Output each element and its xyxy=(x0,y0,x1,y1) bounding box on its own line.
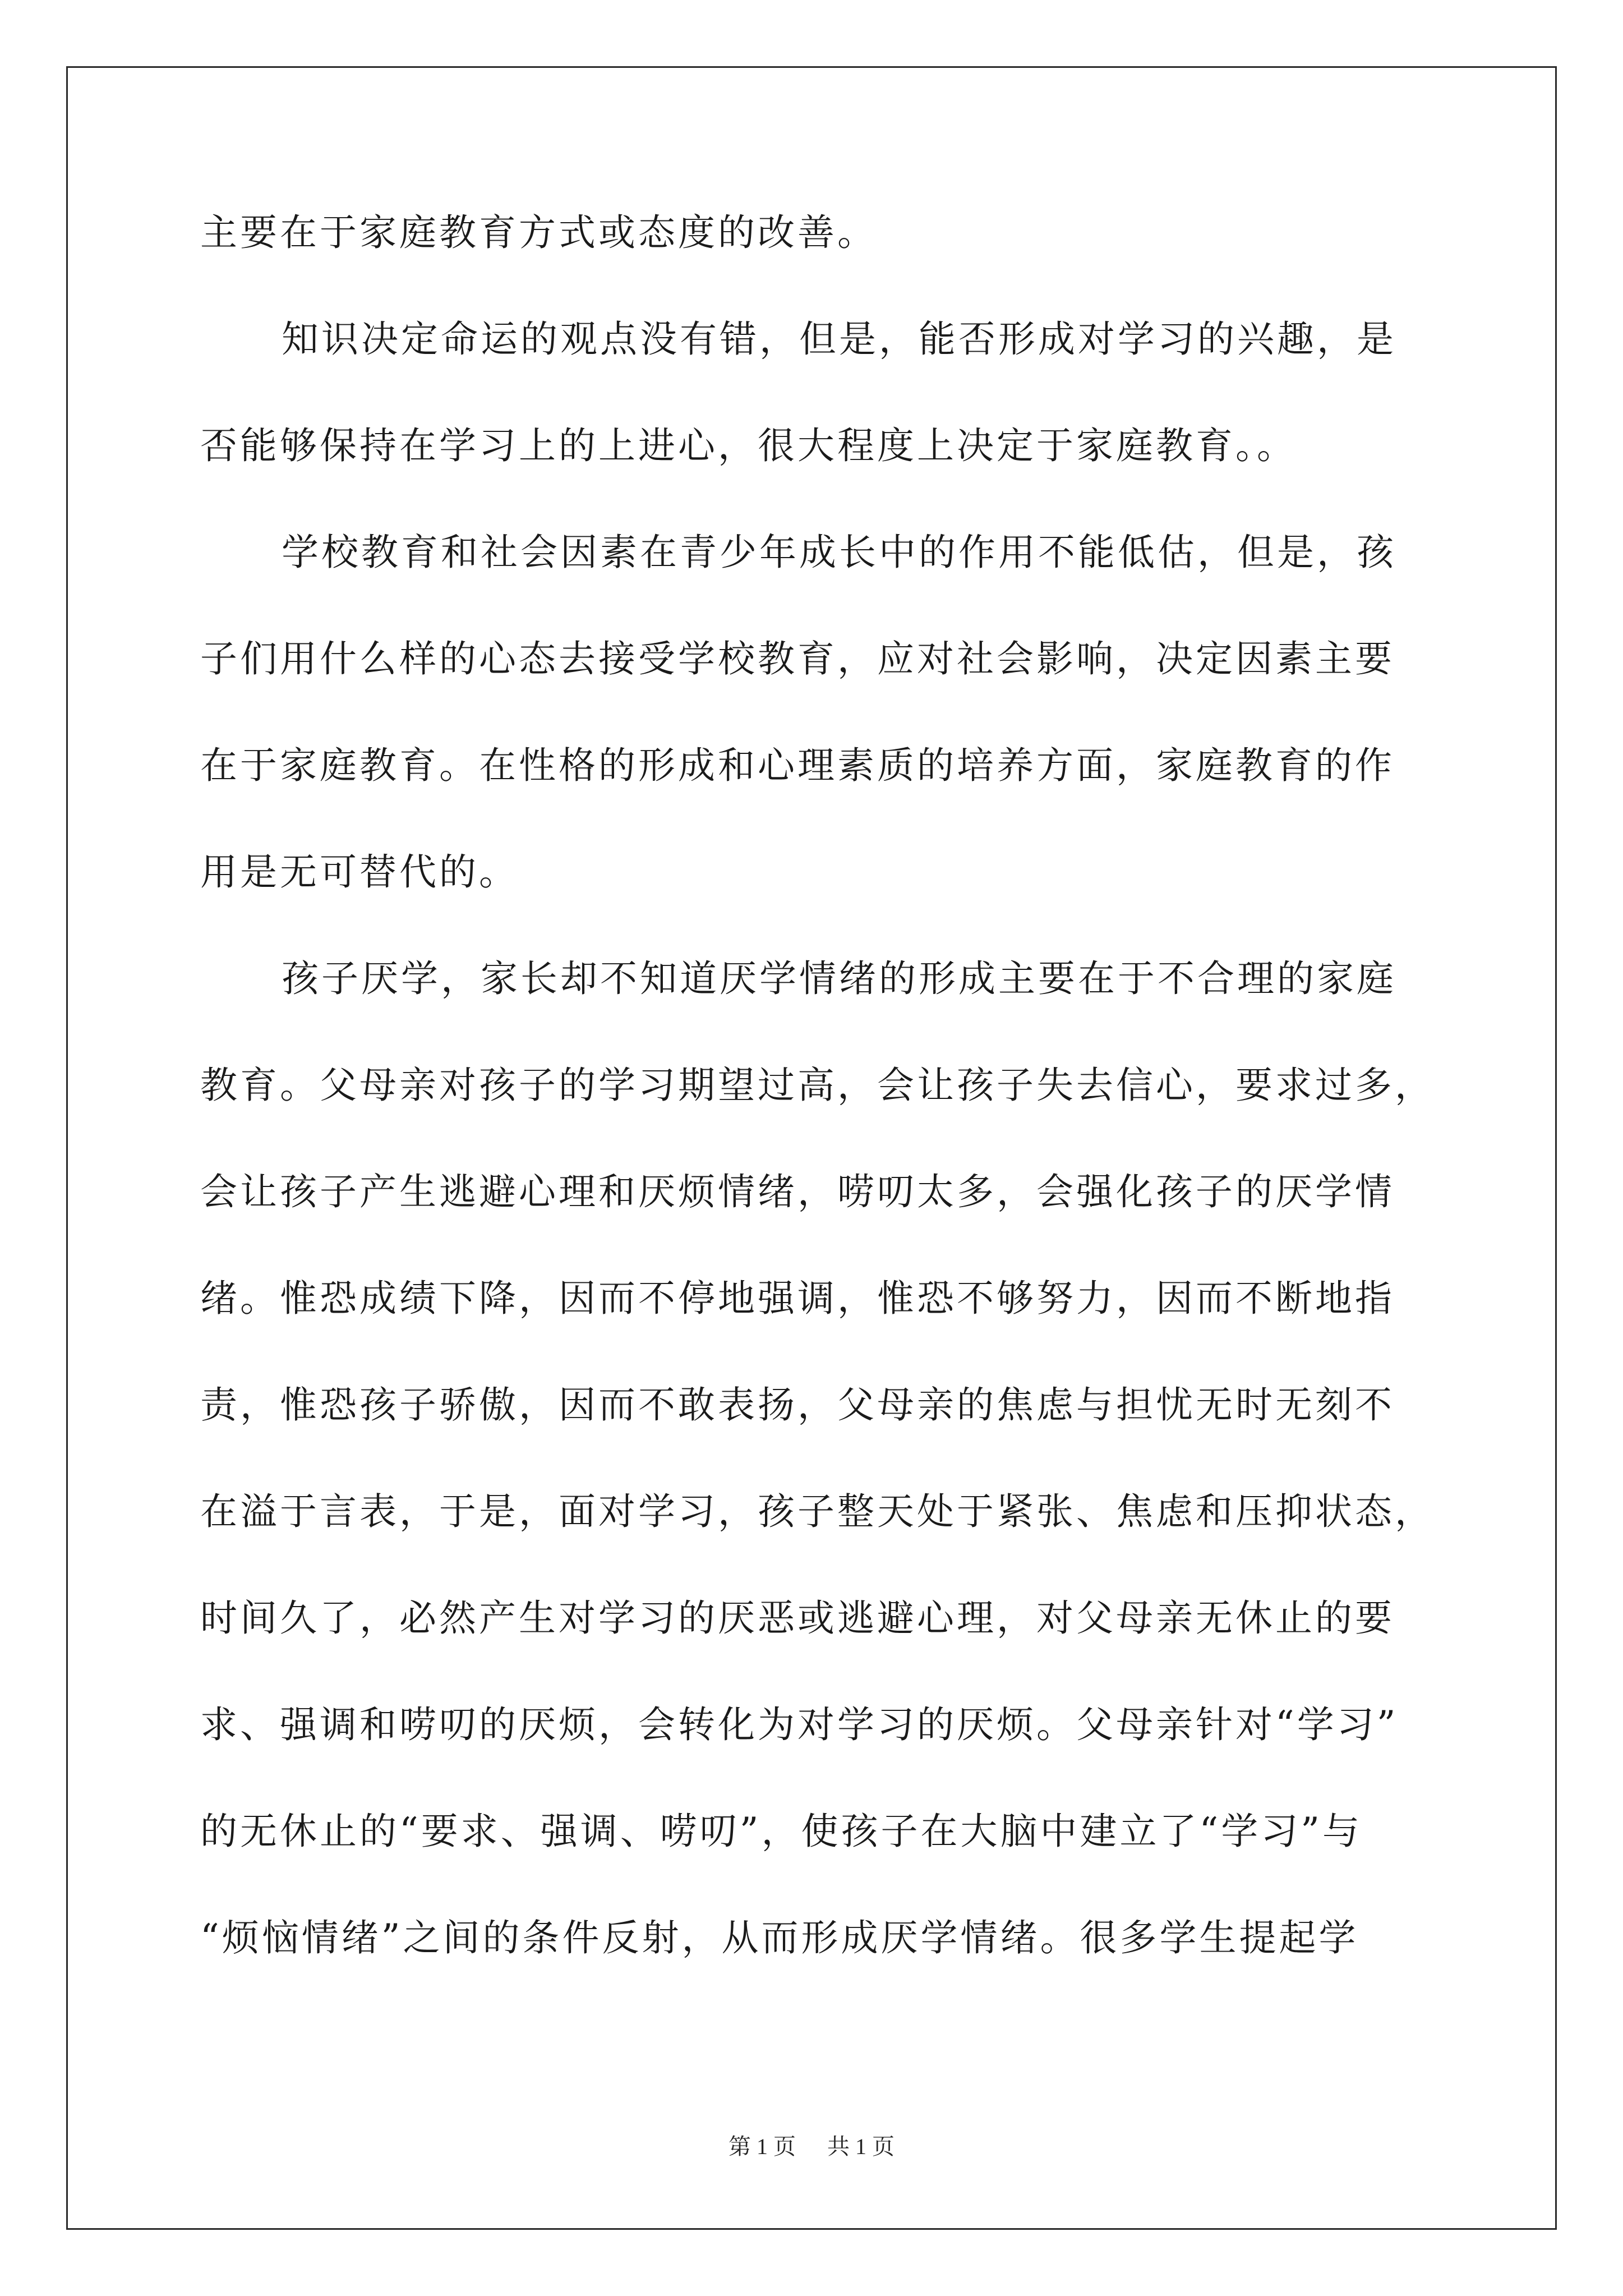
text-line: 在溢于言表，于是，面对学习，孩子整天处于紧张、焦虑和压抑状态， xyxy=(200,1490,1435,1533)
text-line: 会让孩子产生逃避心理和厌烦情绪，唠叨太多，会强化孩子的厌学情 xyxy=(200,1170,1395,1213)
text-line: 否能够保持在学习上的上进心，很大程度上决定于家庭教育。。 xyxy=(200,424,1297,467)
text-line: 责，惟恐孩子骄傲，因而不敢表扬，父母亲的焦虑与担忧无时无刻不 xyxy=(200,1383,1395,1427)
text-line: 求、强调和唠叨的厌烦，会转化为对学习的厌烦。父母亲针对“学习” xyxy=(200,1703,1399,1746)
page-footer xyxy=(0,2129,1623,2161)
text-line: “烦恼情绪”之间的条件反射，从而形成厌学情绪。很多学生提起学 xyxy=(200,1916,1359,1959)
text-line: 用是无可替代的。 xyxy=(200,850,519,894)
text-line: 学校教育和社会因素在青少年成长中的作用不能低估，但是，孩 xyxy=(282,531,1396,574)
page-number: 第 1 页 xyxy=(728,2134,796,2159)
text-line: 绪。惟恐成绩下降，因而不停地强调，惟恐不够努力，因而不断地指 xyxy=(200,1277,1395,1320)
text-line: 孩子厌学，家长却不知道厌学情绪的形成主要在于不合理的家庭 xyxy=(282,957,1396,1000)
text-line: 的无休止的“要求、强调、唠叨”，使孩子在大脑中建立了“学习”与 xyxy=(200,1810,1362,1853)
text-line: 知识决定命运的观点没有错，但是，能否形成对学习的兴趣，是 xyxy=(282,318,1396,361)
text-line: 教育。父母亲对孩子的学习期望过高，会让孩子失去信心，要求过多， xyxy=(200,1064,1435,1107)
page-total: 共 1 页 xyxy=(827,2134,895,2159)
text-line: 主要在于家庭教育方式或态度的改善。 xyxy=(200,211,877,254)
text-line: 子们用什么样的心态去接受学校教育，应对社会影响，决定因素主要 xyxy=(200,637,1395,680)
text-line: 时间久了，必然产生对学习的厌恶或逃避心理，对父母亲无休止的要 xyxy=(200,1596,1395,1640)
text-line: 在于家庭教育。在性格的形成和心理素质的培养方面，家庭教育的作 xyxy=(200,744,1395,787)
document-body xyxy=(200,208,1434,2019)
